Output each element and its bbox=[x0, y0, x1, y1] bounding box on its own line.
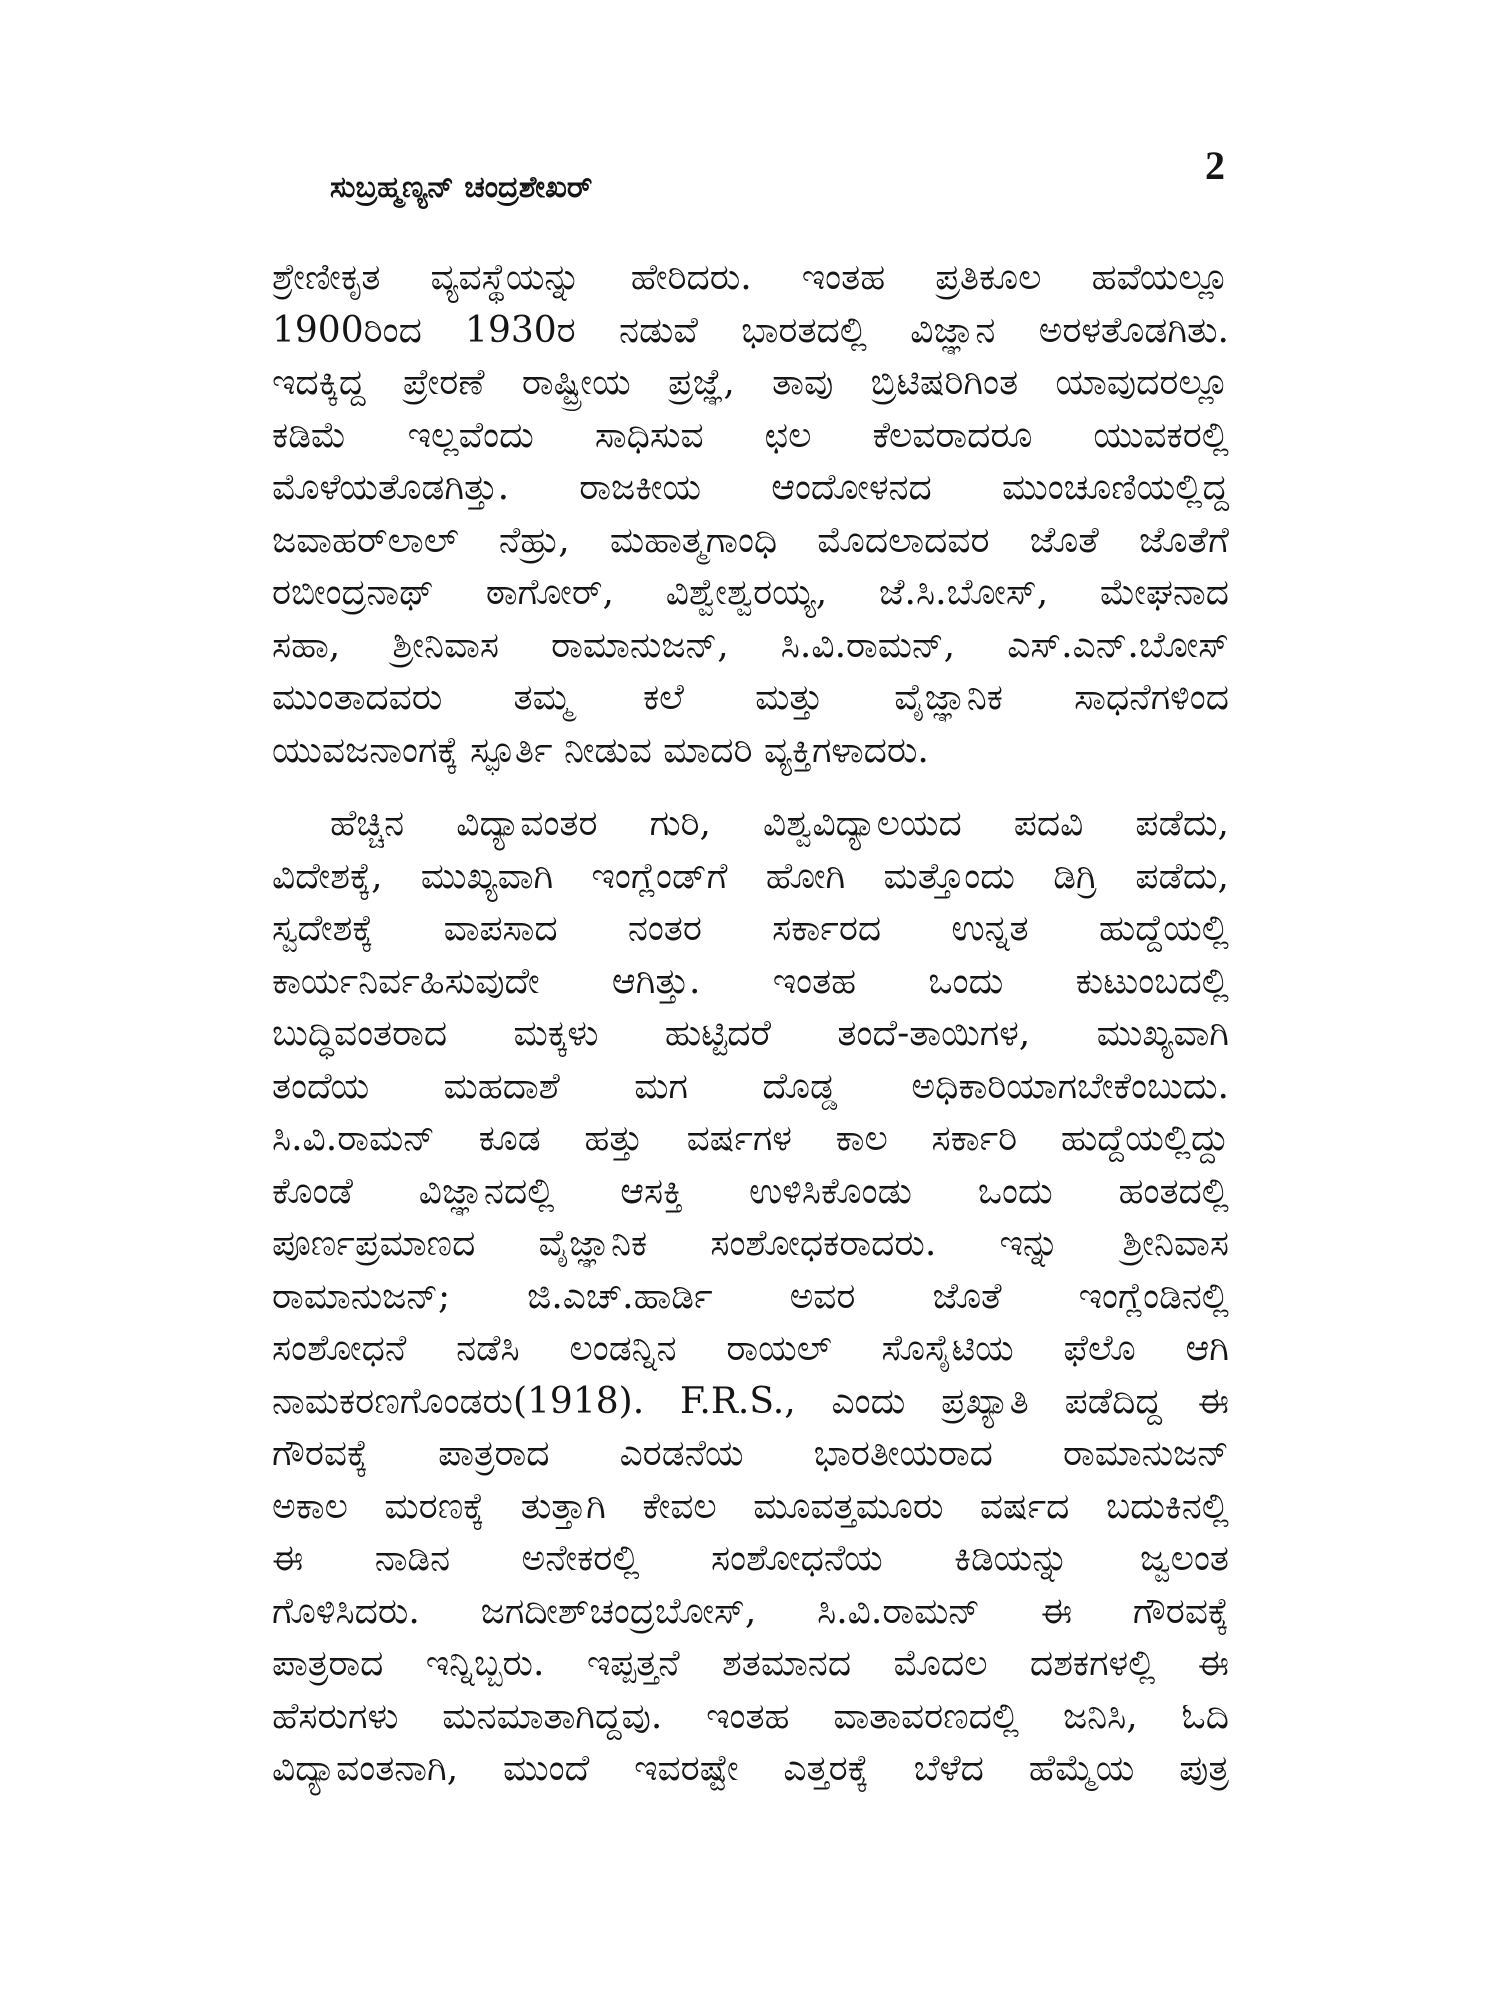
text-line: ಪಾತ್ರರಾದ ಇನ್ನಿಬ್ಬರು. ಇಪ್ಪತ್ತನೆ ಶತಮಾನದ ಮೊದಲ ದಶಕಗಳಲ್ಲಿ ಈ bbox=[272, 1643, 1229, 1684]
page-number: 2 bbox=[1205, 143, 1225, 188]
text-line: ಹೆಸರುಗಳು ಮನಮಾತಾಗಿದ್ದವು. ಇಂತಹ ವಾತಾವರಣದಲ್ಲಿ ಜನಿಸಿ, ಓದಿ bbox=[272, 1695, 1229, 1737]
text-line: ರಾಮಾನುಜನ್; ಜಿ.ಎಚ್.ಹಾರ್ಡಿ ಅವರ ಜೊತೆ ಇಂಗ್ಲೆಂಡಿನಲ್ಲಿ bbox=[272, 1275, 1229, 1317]
text-line: ಯುವಜನಾಂಗಕ್ಕೆ ಸ್ಫೂರ್ತಿ ನೀಡುವ ಮಾದರಿ ವ್ಯಕ್ತಿಗಳಾದರು. bbox=[272, 729, 929, 771]
text-line: ಜವಾಹರ್‌ಲಾಲ್ ನೆಹ್ರು, ಮಹಾತ್ಮಗಾಂಧಿ ಮೊದಲಾದವರ ಜೊತೆ ಜೊತೆಗೆ bbox=[272, 519, 1229, 561]
text-line: ಬುದ್ಧಿವಂತರಾದ ಮಕ್ಕಳು ಹುಟ್ಟಿದರೆ ತಂದೆ-ತಾಯಿಗಳ, ಮುಖ್ಯವಾಗಿ bbox=[272, 1013, 1229, 1054]
text-line: 1900ರಿಂದ 1930ರ ನಡುವೆ ಭಾರತದಲ್ಲಿ ವಿಜ್ಞಾನ ಅರಳತೊಡಗಿತು. bbox=[272, 309, 1229, 351]
text-line: ಗೊಳಿಸಿದರು. ಜಗದೀಶ್‌ಚಂದ್ರಬೋಸ್, ಸಿ.ವಿ.ರಾಮನ್ ಈ ಗೌರವಕ್ಕೆ bbox=[272, 1590, 1229, 1632]
text-line: ಶ್ರೇಣೀಕೃತ ವ್ಯವಸ್ಥೆಯನ್ನು ಹೇರಿದರು. ಇಂತಹ ಪ್ರತಿಕೂಲ ಹವೆಯಲ್ಲೂ bbox=[272, 257, 1229, 298]
text-line: ಮುಂತಾದವರು ತಮ್ಮ ಕಲೆ ಮತ್ತು ವೈಜ್ಞಾನಿಕ ಸಾಧನೆಗಳಿಂದ bbox=[272, 677, 1229, 718]
text-line: ರಬೀಂದ್ರನಾಥ್ ಠಾಗೋರ್, ವಿಶ್ವೇಶ್ವರಯ್ಯ, ಜೆ.ಸಿ.ಬೋಸ್, ಮೇಘನಾದ bbox=[272, 572, 1229, 613]
text-line: ತಂದೆಯ ಮಹದಾಶೆ ಮಗ ದೊಡ್ಡ ಅಧಿಕಾರಿಯಾಗಬೇಕೆಂಬುದು. bbox=[272, 1065, 1229, 1107]
text-line: ಅಕಾಲ ಮರಣಕ್ಕೆ ತುತ್ತಾಗಿ ಕೇವಲ ಮೂವತ್ತಮೂರು ವರ್ಷದ ಬದುಕಿನಲ್ಲಿ bbox=[272, 1485, 1229, 1527]
text-line: ಸಂಶೋಧನೆ ನಡೆಸಿ ಲಂಡನ್ನಿನ ರಾಯಲ್ ಸೊಸೈಟಿಯ ಫೆಲೊ ಆಗಿ bbox=[272, 1328, 1229, 1369]
paragraph bbox=[272, 798, 1229, 1796]
text-line: ಕಾರ್ಯನಿರ್ವಹಿಸುವುದೇ ಆಗಿತ್ತು. ಇಂತಹ ಒಂದು ಕುಟುಂಬದಲ್ಲಿ bbox=[272, 960, 1229, 1002]
running-head: ಸುಬ್ರಹ್ಮಣ್ಯನ್ ಚಂದ್ರಶೇಖರ್ bbox=[330, 170, 593, 205]
text-line: ಈ ನಾಡಿನ ಅನೇಕರಲ್ಲಿ ಸಂಶೋಧನೆಯ ಕಿಡಿಯನ್ನು ಜ್ವಲಂತ bbox=[272, 1538, 1229, 1579]
paragraph bbox=[272, 252, 1229, 777]
text-line: ಕಡಿಮೆ ಇಲ್ಲವೆಂದು ಸಾಧಿಸುವ ಛಲ ಕೆಲವರಾದರೂ ಯುವಕರಲ್ಲಿ bbox=[272, 414, 1229, 456]
text-line: ಸಿ.ವಿ.ರಾಮನ್ ಕೂಡ ಹತ್ತು ವರ್ಷಗಳ ಕಾಲ ಸರ್ಕಾರಿ ಹುದ್ದೆಯಲ್ಲಿದ್ದು bbox=[272, 1118, 1229, 1159]
text-line: ಗೌರವಕ್ಕೆ ಪಾತ್ರರಾದ ಎರಡನೆಯ ಭಾರತೀಯರಾದ ರಾಮಾನುಜನ್ bbox=[272, 1433, 1229, 1474]
text-line: ವಿದ್ಯಾವಂತನಾಗಿ, ಮುಂದೆ ಇವರಷ್ಟೇ ಎತ್ತರಕ್ಕೆ ಬೆಳೆದ ಹೆಮ್ಮೆಯ ಪುತ್ರ bbox=[272, 1748, 1229, 1789]
text-line: ಹೆಚ್ಚಿನ ವಿದ್ಯಾವಂತರ ಗುರಿ, ವಿಶ್ವವಿದ್ಯಾಲಯದ ಪದವಿ ಪಡೆದು, bbox=[330, 803, 1229, 844]
text-line: ಸ್ವದೇಶಕ್ಕೆ ವಾಪಸಾದ ನಂತರ ಸರ್ಕಾರದ ಉನ್ನತ ಹುದ್ದೆಯಲ್ಲಿ bbox=[272, 908, 1229, 949]
text-line: ಮೊಳೆಯತೊಡಗಿತ್ತು. ರಾಜಕೀಯ ಆಂದೋಳನದ ಮುಂಚೂಣಿಯಲ್ಲಿದ್ದ bbox=[272, 467, 1229, 508]
text-line: ವಿದೇಶಕ್ಕೆ, ಮುಖ್ಯವಾಗಿ ಇಂಗ್ಲೆಂಡ್‌ಗೆ ಹೋಗಿ ಮತ್ತೊಂದು ಡಿಗ್ರಿ ಪಡೆದು, bbox=[272, 855, 1229, 897]
body-text bbox=[272, 252, 1229, 1796]
text-line: ಇದಕ್ಕಿದ್ದ ಪ್ರೇರಣೆ ರಾಷ್ಟ್ರೀಯ ಪ್ರಜ್ಞೆ, ತಾವು ಬ್ರಿಟಿಷರಿಗಿಂತ ಯಾವುದರಲ್ಲೂ bbox=[272, 362, 1229, 403]
text-line: ಸಹಾ, ಶ್ರೀನಿವಾಸ ರಾಮಾನುಜನ್, ಸಿ.ವಿ.ರಾಮನ್, ಎಸ್.ಎನ್.ಬೋಸ್ bbox=[272, 624, 1229, 666]
text-line: ಕೊಂಡೆ ವಿಜ್ಞಾನದಲ್ಲಿ ಆಸಕ್ತಿ ಉಳಿಸಿಕೊಂಡು ಒಂದು ಹಂತದಲ್ಲಿ bbox=[272, 1170, 1229, 1212]
text-line: ಪೂರ್ಣಪ್ರಮಾಣದ ವೈಜ್ಞಾನಿಕ ಸಂಶೋಧಕರಾದರು. ಇನ್ನು ಶ್ರೀನಿವಾಸ bbox=[272, 1223, 1229, 1264]
text-line: ನಾಮಕರಣಗೊಂಡರು(1918). F.R.S., ಎಂದು ಪ್ರಖ್ಯಾತಿ ಪಡೆದಿದ್ದ ಈ bbox=[272, 1380, 1229, 1422]
